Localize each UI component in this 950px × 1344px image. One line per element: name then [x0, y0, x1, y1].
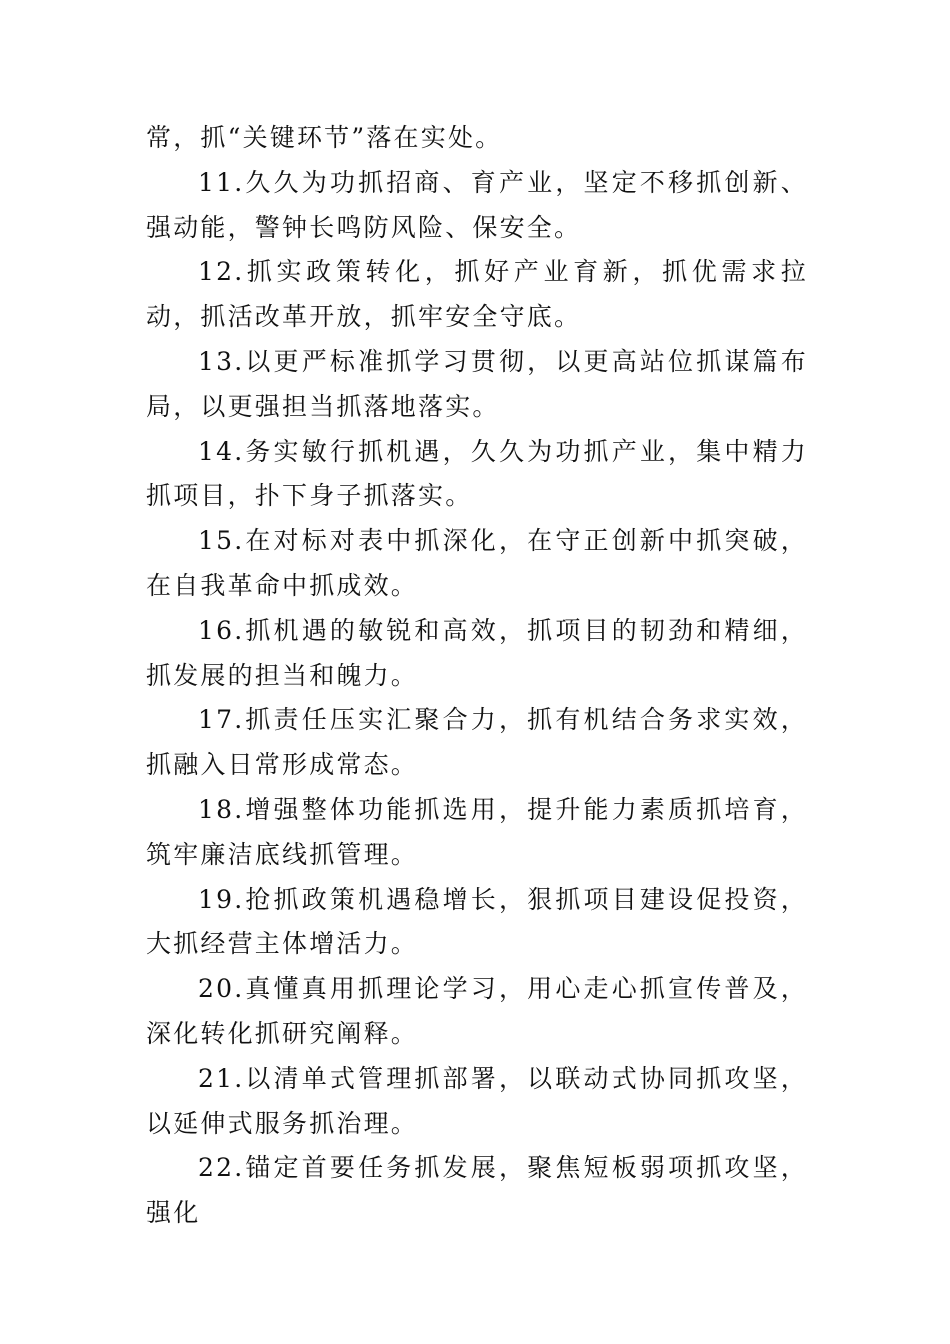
paragraph-item-11: 11.久久为功抓招商、育产业，坚定不移抓创新、强动能，警钟长鸣防风险、保安全。: [146, 167, 808, 242]
paragraph-item-14: 14.务实敏行抓机遇，久久为功抓产业，集中精力抓项目，扑下身子抓落实。: [146, 436, 808, 511]
paragraph-item-15: 15.在对标对表中抓深化，在守正创新中抓突破，在自我革命中抓成效。: [146, 526, 808, 600]
paragraph-item-13: 13.以更严标准抓学习贯彻，以更高站位抓谋篇布局，以更强担当抓落地落实。: [146, 346, 808, 421]
paragraph-item-16: 16.抓机遇的敏锐和高效，抓项目的韧劲和精细，抓发展的担当和魄力。: [146, 615, 808, 690]
paragraph-item-18: 18.增强整体功能抓选用，提升能力素质抓培育，筑牢廉洁底线抓管理。: [146, 794, 808, 869]
paragraph-item-20: 20.真懂真用抓理论学习，用心走心抓宣传普及，深化转化抓研究阐释。: [146, 974, 808, 1048]
paragraph-item-17: 17.抓责任压实汇聚合力，抓有机结合务求实效，抓融入日常形成常态。: [146, 705, 808, 780]
paragraph-item-12: 12.抓实政策转化，抓好产业育新，抓优需求拉动，抓活改革开放，抓牢安全守底。: [146, 257, 808, 332]
paragraph-item-19: 19.抢抓政策机遇稳增长，狠抓项目建设促投资，大抓经营主体增活力。: [146, 884, 808, 959]
paragraph-item-21: 21.以清单式管理抓部署，以联动式协同抓攻坚，以延伸式服务抓治理。: [146, 1063, 808, 1138]
paragraph-item-22: 22.锚定首要任务抓发展，聚焦短板弱项抓攻坚，强化: [146, 1153, 808, 1228]
paragraph-continuation: 常，抓“关键环节”落在实处。: [146, 123, 503, 152]
body-text: [146, 116, 808, 1236]
